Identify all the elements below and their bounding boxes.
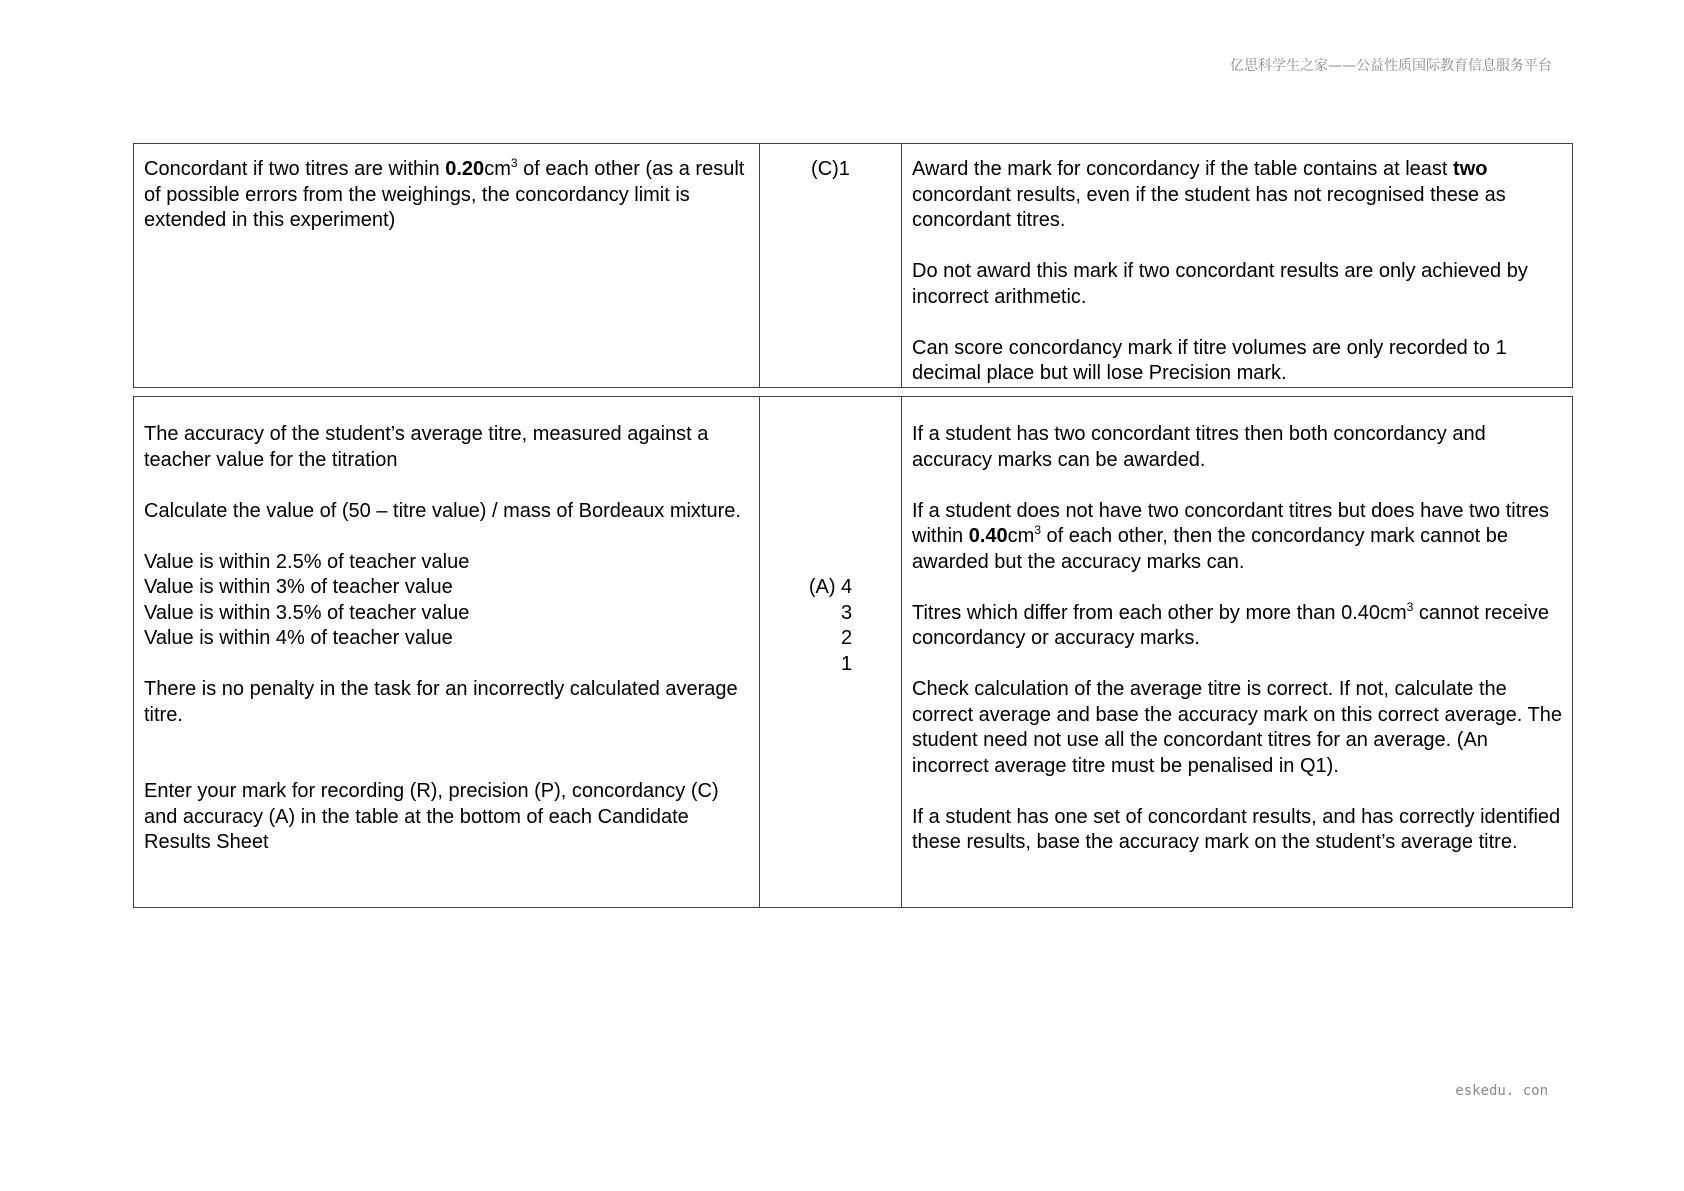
guidance-text: If a student does not have two concordant titres but does have two titres within: [912, 499, 1550, 547]
criterion-text: Concordant if two titres are within: [144, 158, 446, 180]
accuracy-band: Value is within 3.5% of teacher value: [144, 601, 470, 624]
mark-value: 2: [841, 627, 853, 649]
unit-text: cm: [1007, 525, 1035, 547]
accuracy-bands-list: [144, 550, 749, 652]
guidance-paragraph: Check calculation of the average titre is correct. If not, calculate the correct average and base the accuracy mark on this correct average. The student need not use all the concordant titres for an average. (An incorrect average titre must be penalised in Q1).: [912, 678, 1562, 777]
guidance-bold-value: 0.40: [968, 525, 1008, 547]
guidance-cell: [902, 397, 1573, 908]
criterion-paragraph: Enter your mark for recording (R), precision (P), concordancy (C) and accuracy (A) in the table at the bottom of each Candidate Results Sheet: [144, 780, 719, 853]
guidance-paragraph: [912, 601, 1562, 652]
guidance-paragraph: [912, 499, 1562, 576]
criterion-cell: [134, 397, 760, 908]
mark-value: (C)1: [811, 158, 850, 180]
header-watermark: 亿思科学生之家——公益性质国际教育信息服务平台: [1230, 58, 1552, 74]
guidance-text-continued: of each other, then the concordancy mark cannot be awarded but the accuracy marks can.: [912, 525, 1508, 573]
mark-value: (A) 4: [808, 576, 853, 598]
unit-superscript: 3: [1406, 599, 1414, 614]
guidance-paragraph: [912, 157, 1562, 234]
guidance-text: Titres which differ from each other by more than 0.40: [912, 601, 1380, 624]
criterion-paragraph: The accuracy of the student’s average titre, measured against a teacher value for the titration: [144, 423, 709, 471]
mark-cell: [760, 397, 902, 908]
mark-scheme-table-concordancy: [133, 143, 1573, 388]
table-row: [134, 397, 1573, 908]
guidance-bold-text: two: [1453, 158, 1488, 180]
guidance-paragraph: Do not award this mark if two concordant results are only achieved by incorrect arithmetic.: [912, 260, 1528, 308]
guidance-paragraph: If a student has two concordant titres then both concordancy and accuracy marks can be awarded.: [912, 423, 1486, 471]
mark-cell: [760, 144, 902, 388]
guidance-text-continued: concordant results, even if the student has not recognised these as concordant titres.: [912, 183, 1506, 231]
unit-superscript: 3: [1034, 523, 1041, 537]
unit-text: cm: [1380, 601, 1407, 624]
criterion-paragraph: Calculate the value of (50 – titre value) / mass of Bordeaux mixture.: [144, 499, 741, 522]
accuracy-band: Value is within 2.5% of teacher value: [144, 550, 470, 573]
guidance-paragraph: Can score concordancy mark if titre volumes are only recorded to 1 decimal place but will lose Precision mark.: [912, 336, 1507, 384]
table-row: [134, 144, 1573, 388]
marks-list: [809, 575, 852, 677]
mark-scheme-table-accuracy: [133, 396, 1573, 908]
guidance-paragraph: If a student has one set of concordant results, and has correctly identified these results, base the accuracy mark on the student’s average titre.: [912, 805, 1561, 853]
unit-text: cm: [484, 158, 511, 180]
guidance-cell: [902, 144, 1573, 388]
accuracy-band: Value is within 4% of teacher value: [144, 627, 453, 649]
criterion-text-continued: of each other (as a result of possible errors from the weighings, the concordancy limit is extended in this experiment): [144, 158, 745, 231]
mark-value: 1: [841, 652, 853, 675]
criterion-paragraph: [144, 157, 749, 234]
guidance-text: Award the mark for concordancy if the table contains at least: [912, 158, 1454, 180]
footer-watermark: eskedu. con: [1455, 1083, 1548, 1099]
accuracy-band: Value is within 3% of teacher value: [144, 576, 453, 598]
mark-value: 3: [841, 601, 853, 624]
criterion-cell: [134, 144, 760, 388]
unit-superscript: 3: [510, 156, 518, 170]
criterion-bold-value: 0.20: [445, 158, 485, 180]
criterion-paragraph: There is no penalty in the task for an incorrectly calculated average titre.: [144, 678, 738, 726]
guidance-text-continued: cannot receive concordancy or accuracy marks.: [912, 601, 1549, 649]
